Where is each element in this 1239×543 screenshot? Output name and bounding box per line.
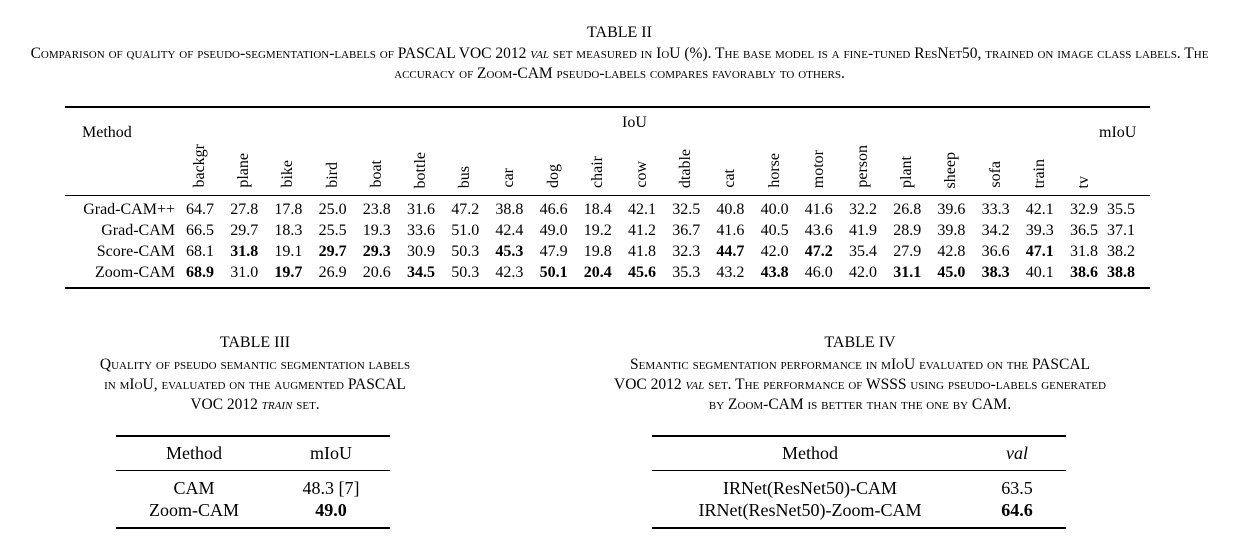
table2-cell: 68.9	[186, 264, 214, 281]
table2-cell: 40.8	[716, 201, 745, 218]
class-header-label: plane	[235, 153, 253, 188]
table3-caption-line1: Quality of pseudo semantic segmentation labels	[99, 356, 411, 373]
class-header-label: boat	[367, 160, 385, 188]
table2-iou-header: IoU	[622, 114, 647, 131]
table2-cell: 25.5	[318, 222, 347, 239]
table2-cell: 46.0	[804, 264, 833, 281]
table3-bottom-rule	[116, 527, 390, 529]
table2-cell: 50.3	[451, 243, 480, 260]
class-header-plane	[235, 130, 253, 188]
table2-mid-rule	[65, 195, 1150, 196]
table3-row1-value: 48.3 [7]	[302, 478, 360, 498]
table2-cell: 36.7	[672, 222, 701, 239]
table2-cell: 19.3	[362, 222, 391, 239]
class-header-car	[500, 130, 518, 188]
table2-cell: 31.0	[230, 264, 259, 281]
class-header-label: car	[500, 168, 518, 188]
table2-cell: 33.6	[407, 222, 435, 239]
class-header-label: horse	[765, 153, 783, 188]
class-header-label: plant	[898, 156, 916, 188]
table2-caption-italic: val	[530, 45, 549, 62]
table2-cell: 43.8	[760, 264, 789, 281]
table2-cell: 35.4	[849, 243, 877, 260]
table2-cell: 47.2	[804, 243, 833, 260]
table3-caption-line2: in mIoU, evaluated on the augmented PASCAL	[104, 376, 406, 393]
table4-label: TABLE IV	[824, 334, 896, 351]
table2-cell: 40.0	[760, 201, 789, 218]
class-header-label: bus	[456, 165, 474, 188]
table4-header-method: Method	[782, 443, 838, 463]
table2-row-method: Score-CAM	[96, 243, 175, 260]
table3-caption-line3c: set.	[292, 396, 320, 413]
class-header-cat	[721, 130, 739, 188]
table2-cell: 27.9	[893, 243, 922, 260]
table2-cell: 43.2	[716, 264, 745, 281]
class-header-tv	[1075, 130, 1093, 188]
table2-cell: 41.6	[804, 201, 833, 218]
table2-cell: 19.1	[274, 243, 303, 260]
table2-cell: 26.8	[893, 201, 922, 218]
table3-caption	[20, 355, 490, 415]
table2-bottom-rule	[65, 287, 1150, 289]
table2-cell: 19.8	[583, 243, 612, 260]
class-header-label: backgr	[191, 144, 208, 188]
class-header-cow	[633, 130, 651, 188]
table2-cell: 41.2	[628, 222, 656, 239]
table4-caption-line2c: set. The performance of WSSS using pseudo-labels generated	[704, 376, 1106, 393]
table3-row2-value: 49.0	[315, 500, 347, 520]
class-header-backgr	[191, 130, 209, 188]
table3-header-method: Method	[166, 443, 222, 463]
table2-cell: 31.8	[1070, 243, 1098, 260]
table3-mid-rule	[116, 470, 390, 471]
table2-method-header: Method	[82, 124, 132, 141]
class-header-label: sofa	[986, 161, 1004, 188]
table2-cell: 29.7	[230, 222, 259, 239]
table2-cell: 28.9	[893, 222, 922, 239]
class-header-label: bird	[323, 162, 341, 188]
class-header-label: motor	[809, 149, 827, 188]
table3-label: TABLE III	[219, 334, 291, 351]
table2-cell: 39.6	[937, 201, 966, 218]
table2-cell: 64.7	[186, 201, 214, 218]
table2-cell: 34.2	[981, 222, 1010, 239]
class-header-train	[1031, 130, 1049, 188]
table2-cell: 39.8	[937, 222, 966, 239]
table2-cell: 66.5	[186, 222, 214, 239]
table2-cell: 26.9	[318, 264, 347, 281]
class-header-horse	[766, 130, 784, 188]
table2-cell: 23.8	[362, 201, 391, 218]
class-header-plant	[898, 130, 916, 188]
table2-cell: 47.9	[539, 243, 568, 260]
table2-cell: 38.6	[1070, 264, 1098, 281]
class-header-label: bottle	[412, 151, 429, 188]
table2-caption-part3: set measured in IoU (%). The base model is a fine-tuned ResNet50, trained on image class labels. The accuracy of Zoom-CAM pseudo-labels compares favorably to others.	[394, 45, 1209, 82]
table4-caption-line2	[505, 375, 1215, 395]
table2-cell: 30.9	[407, 243, 435, 260]
table4-bottom-rule	[652, 527, 1066, 529]
class-header-label: chair	[588, 156, 606, 188]
table2-cell: 39.3	[1025, 222, 1054, 239]
table2-row-method: Grad-CAM	[101, 222, 175, 239]
table3-row2-method: Zoom-CAM	[149, 500, 239, 520]
table2-cell: 38.8	[495, 201, 524, 218]
table2-cell: 19.2	[583, 222, 612, 239]
table2-cell: 47.1	[1025, 243, 1054, 260]
table2-cell: 45.3	[495, 243, 524, 260]
table2-row-method: Zoom-CAM	[95, 264, 175, 281]
table2-cell: 32.9	[1070, 201, 1098, 218]
table2-cell: 29.3	[362, 243, 391, 260]
class-header-bike	[279, 130, 297, 188]
table2-miou-cell: 35.5	[1107, 201, 1135, 218]
class-header-label: sheep	[942, 151, 960, 188]
table2-cell: 42.8	[937, 243, 966, 260]
table2-cell: 18.3	[274, 222, 303, 239]
table2-cell: 38.3	[981, 264, 1010, 281]
table4-row2-value: 64.6	[1001, 500, 1033, 520]
class-header-label: tv	[1075, 175, 1092, 188]
table2-cell: 41.6	[716, 222, 745, 239]
table2-cell: 50.3	[451, 264, 480, 281]
table2-cell: 20.4	[583, 264, 612, 281]
table2-cell: 68.1	[186, 243, 214, 260]
table2-cell: 43.6	[804, 222, 833, 239]
table2-cell: 17.8	[274, 201, 303, 218]
class-header-bottle	[412, 130, 430, 188]
table2-caption-part1: Comparison of quality of pseudo-segmentation-labels of PASCAL VOC 2012	[30, 45, 531, 62]
class-header-label: train	[1030, 158, 1048, 188]
class-header-label: person	[854, 145, 871, 188]
table4-caption-line1: Semantic segmentation performance in mIoU evaluated on the PASCAL	[629, 356, 1090, 373]
table3-caption-line3a: VOC 2012	[190, 396, 262, 413]
table2-miou-header: mIoU	[1099, 124, 1137, 141]
table2-cell: 35.3	[672, 264, 701, 281]
table2-cell: 50.1	[539, 264, 568, 281]
table2-cell: 32.3	[672, 243, 701, 260]
class-header-bird	[324, 130, 342, 188]
class-header-sheep	[942, 130, 960, 188]
table2-caption	[20, 44, 1219, 84]
table3-top-rule	[116, 435, 390, 437]
table2-cell: 47.2	[451, 201, 480, 218]
table4-caption-italic: val	[685, 376, 705, 393]
table2-cell: 40.1	[1025, 264, 1054, 281]
table3-row1-method: CAM	[173, 478, 215, 498]
table2-cell: 41.9	[849, 222, 877, 239]
table2-label: TABLE II	[587, 24, 652, 41]
table4-caption-line3: by Zoom-CAM is better than the one by CAM.	[708, 396, 1012, 413]
table2-cell: 40.5	[760, 222, 789, 239]
table2-cell: 29.7	[318, 243, 347, 260]
table2-row-method: Grad-CAM++	[83, 201, 175, 218]
class-header-person	[854, 130, 872, 188]
table2-cell: 34.5	[407, 264, 435, 281]
class-header-label: dtable	[677, 148, 695, 188]
table2-cell: 31.1	[893, 264, 922, 281]
table2-cell: 42.3	[495, 264, 524, 281]
table2-cell: 18.4	[583, 201, 612, 218]
table2-cell: 49.0	[539, 222, 568, 239]
table2-cell: 45.6	[628, 264, 656, 281]
table2-cell: 19.7	[274, 264, 303, 281]
table2-miou-cell: 38.8	[1107, 264, 1135, 281]
class-header-label: cow	[633, 161, 650, 188]
table2-top-rule	[65, 106, 1150, 108]
class-header-label: cat	[721, 169, 739, 188]
table3-caption-line3	[20, 395, 490, 415]
table2-miou-cell: 37.1	[1107, 222, 1135, 239]
table2-cell: 41.8	[628, 243, 656, 260]
table4-caption	[505, 355, 1215, 415]
table2-cell: 46.6	[539, 201, 568, 218]
table4-top-rule	[652, 435, 1066, 437]
table2-miou-cell: 38.2	[1107, 243, 1135, 260]
table2-cell: 42.1	[1025, 201, 1054, 218]
table2-cell: 20.6	[362, 264, 391, 281]
table2-cell: 32.5	[672, 201, 701, 218]
table2-cell: 33.3	[981, 201, 1010, 218]
table2-cell: 44.7	[716, 243, 745, 260]
class-header-sofa	[987, 130, 1005, 188]
class-header-boat	[368, 130, 386, 188]
table2-cell: 42.0	[849, 264, 877, 281]
table2-cell: 27.8	[230, 201, 259, 218]
class-header-bus	[456, 130, 474, 188]
table4-row2-method: IRNet(ResNet50)-Zoom-CAM	[698, 500, 922, 520]
table4-row1-method: IRNet(ResNet50)-CAM	[723, 478, 897, 498]
table2-cell: 45.0	[937, 264, 966, 281]
table2-cell: 42.4	[495, 222, 524, 239]
table4-caption-line2a: VOC 2012	[614, 376, 686, 393]
table4-mid-rule	[652, 470, 1066, 471]
class-header-chair	[589, 130, 607, 188]
table2-cell: 36.6	[981, 243, 1010, 260]
table3-caption-italic: train	[261, 396, 293, 413]
table2-cell: 31.8	[230, 243, 259, 260]
table3-header-miou: mIoU	[310, 443, 352, 463]
table2-cell: 51.0	[451, 222, 480, 239]
table2-cell: 32.2	[849, 201, 877, 218]
table2-cell: 31.6	[407, 201, 435, 218]
table2-cell: 25.0	[318, 201, 347, 218]
table2-cell: 42.0	[760, 243, 789, 260]
class-header-dtable	[677, 130, 695, 188]
table2-cell: 42.1	[628, 201, 656, 218]
class-header-motor	[810, 130, 828, 188]
class-header-dog	[545, 130, 563, 188]
class-header-label: bike	[279, 160, 297, 188]
table2-cell: 36.5	[1070, 222, 1098, 239]
table4-header-val: val	[1006, 443, 1028, 463]
table4-row1-value: 63.5	[1001, 478, 1033, 498]
class-header-label: dog	[544, 164, 562, 188]
